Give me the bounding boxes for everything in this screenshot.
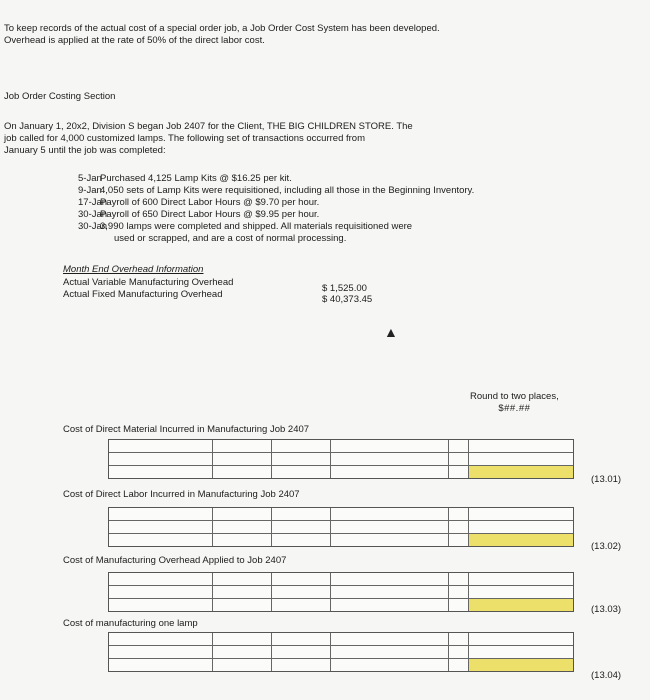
rounding-line-1: Round to two places, xyxy=(470,391,559,402)
transaction-date: 9-Jan xyxy=(78,185,102,196)
transaction-text: Payroll of 600 Direct Labor Hours @ $9.70 per hour. xyxy=(100,197,320,208)
transaction-text: Payroll of 650 Direct Labor Hours @ $9.95 per hour. xyxy=(100,209,320,220)
transaction-text: 4,050 sets of Lamp Kits were requisitioned, including all those in the Beginning Inventory. xyxy=(100,185,475,196)
story-line-3: January 5 until the job was completed: xyxy=(4,145,166,156)
story-text xyxy=(4,121,413,157)
rounding-line-2: $##.## xyxy=(498,403,531,414)
question-label: Cost of Direct Labor Incurred in Manufacturing Job 2407 xyxy=(63,489,300,500)
fixed-overhead-value: $ 40,373.45 xyxy=(322,294,373,305)
transaction-row xyxy=(78,209,474,221)
question-code: (13.01) xyxy=(591,474,622,485)
question-code: (13.03) xyxy=(591,604,622,615)
intro-text xyxy=(4,23,440,47)
rounding-note xyxy=(470,391,559,415)
answer-cell[interactable] xyxy=(469,466,573,478)
transaction-row xyxy=(78,221,474,233)
transaction-date: 5-Jan xyxy=(78,173,102,184)
transaction-continuation: used or scrapped, and are a cost of normal processing. xyxy=(114,233,347,244)
transaction-row xyxy=(78,197,474,209)
section-title: Job Order Costing Section xyxy=(4,91,116,102)
intro-line-2: Overhead is applied at the rate of 50% of the direct labor cost. xyxy=(4,35,265,46)
answer-cell[interactable] xyxy=(469,534,573,546)
fixed-overhead-label: Actual Fixed Manufacturing Overhead xyxy=(63,289,223,300)
cursor-pointer-icon: ▲ xyxy=(384,324,398,340)
answer-grid-13-01 xyxy=(108,439,574,479)
question-label: Cost of Direct Material Incurred in Manufacturing Job 2407 xyxy=(63,424,310,435)
overhead-title: Month End Overhead Information xyxy=(63,264,204,275)
transaction-date: 17-Jan xyxy=(78,197,108,208)
answer-cell[interactable] xyxy=(469,599,573,611)
question-code: (13.04) xyxy=(591,670,622,681)
intro-line-1: To keep records of the actual cost of a special order job, a Job Order Cost System has been developed. xyxy=(4,23,440,34)
question-label: Cost of Manufacturing Overhead Applied to Job 2407 xyxy=(63,555,287,566)
transaction-text: 3,990 lamps were completed and shipped. All materials requisitioned were xyxy=(100,221,413,232)
story-line-1: On January 1, 20x2, Division S began Job 2407 for the Client, THE BIG CHILDREN STORE. The xyxy=(4,121,413,132)
variable-overhead-value: $ 1,525.00 xyxy=(322,283,367,294)
question-label: Cost of manufacturing one lamp xyxy=(63,618,198,629)
transaction-row xyxy=(78,185,474,197)
transaction-date: 30-Jan xyxy=(78,221,108,232)
variable-overhead-label: Actual Variable Manufacturing Overhead xyxy=(63,277,234,288)
question-code: (13.02) xyxy=(591,541,622,552)
transaction-list xyxy=(78,173,474,245)
answer-grid-13-03 xyxy=(108,572,574,612)
answer-grid-13-02 xyxy=(108,507,574,547)
story-line-2: job called for 4,000 customized lamps. The following set of transactions occurred from xyxy=(4,133,365,144)
answer-grid-13-04 xyxy=(108,632,574,672)
transaction-row xyxy=(78,173,474,185)
transaction-date: 30-Jan xyxy=(78,209,108,220)
transaction-text: Purchased 4,125 Lamp Kits @ $16.25 per kit. xyxy=(100,173,292,184)
answer-cell[interactable] xyxy=(469,659,573,671)
